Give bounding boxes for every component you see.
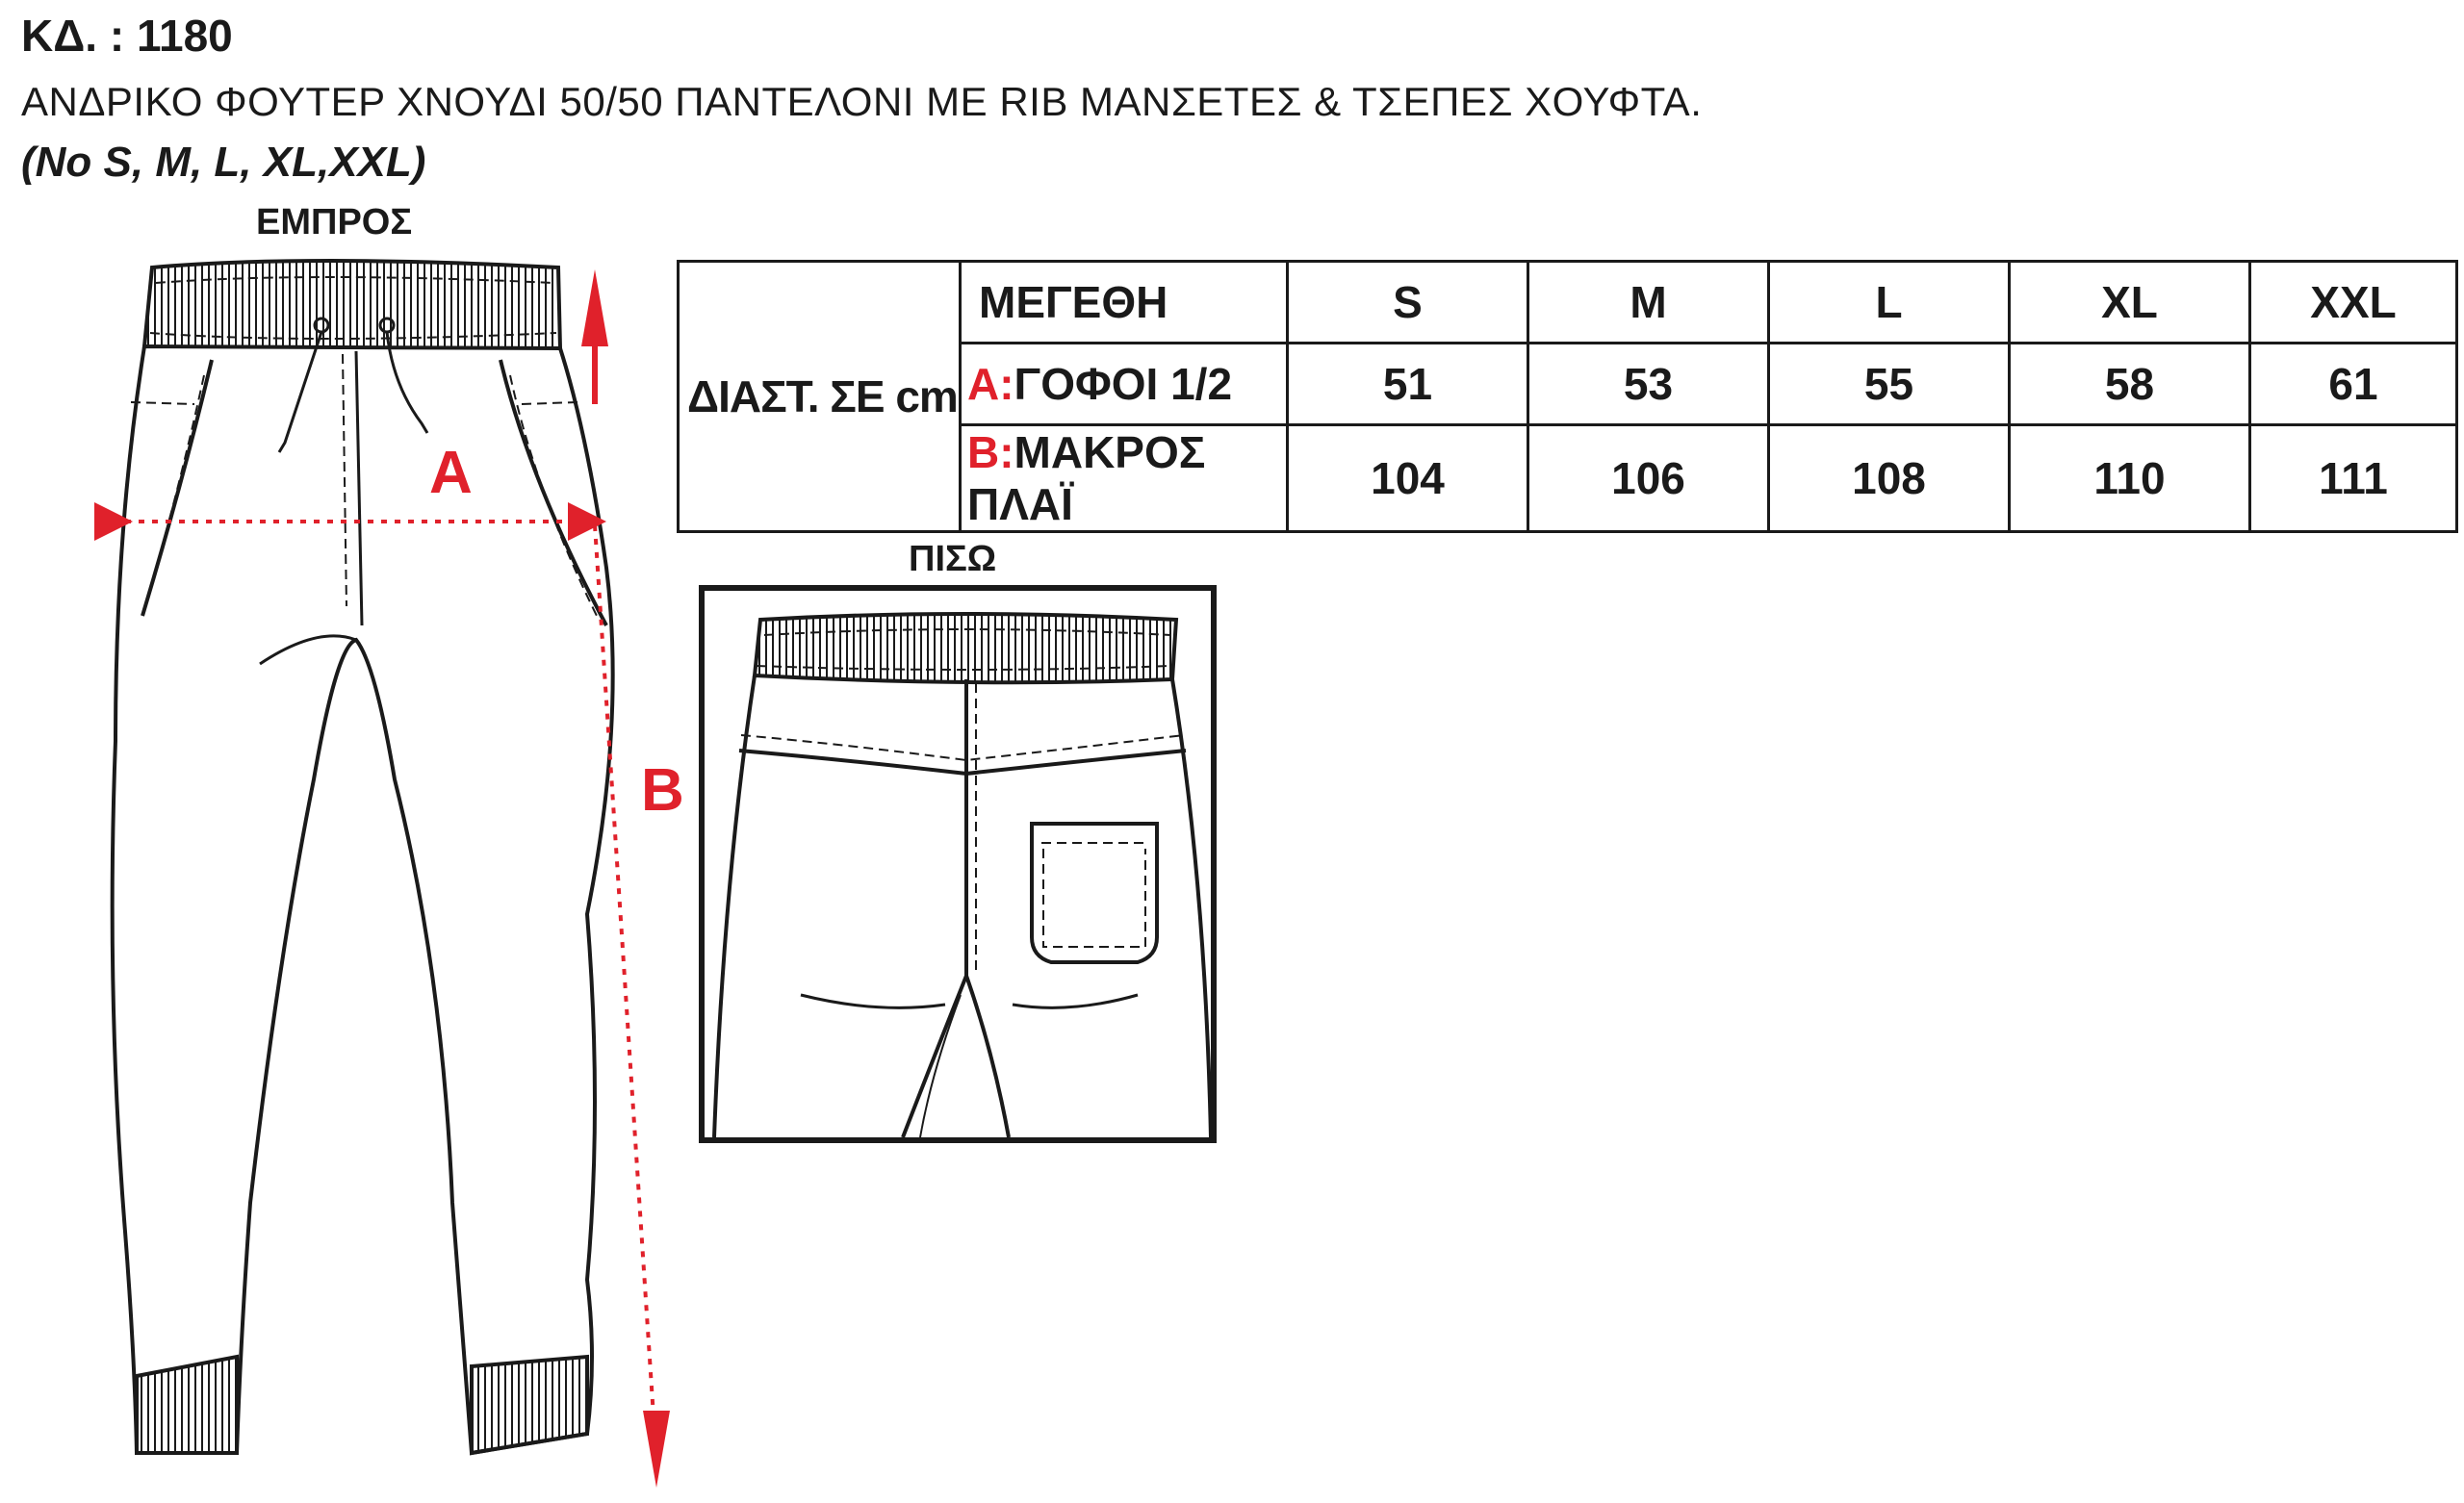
front-right-cuff — [472, 1357, 587, 1453]
size-table — [677, 260, 2458, 533]
cell-a-l: 55 — [1769, 344, 2010, 425]
back-view-frame — [699, 585, 1217, 1143]
row-name-a: ΓΟΦΟΙ 1/2 — [1014, 359, 1233, 409]
row-label-a — [961, 344, 1288, 425]
arrow-b-top — [581, 269, 608, 346]
back-waistband — [755, 614, 1176, 682]
cell-b-l: 108 — [1769, 425, 2010, 532]
measure-label-b: B — [641, 757, 684, 824]
sizes-note: (No S, M, L, XL,XXL) — [21, 139, 426, 186]
row-label-b — [961, 425, 1288, 532]
cell-b-xxl: 111 — [2250, 425, 2457, 532]
cell-a-s: 51 — [1288, 344, 1528, 425]
size-header-row — [679, 262, 2457, 344]
cell-b-s: 104 — [1288, 425, 1528, 532]
size-col-l: L — [1769, 262, 2010, 344]
front-pants-outline — [113, 346, 613, 1453]
front-pants-drawing — [87, 241, 703, 1491]
front-waistband — [144, 261, 560, 355]
sizes-header: ΜΕΓΕΘΗ — [961, 262, 1288, 344]
cell-a-xl: 58 — [2010, 344, 2250, 425]
size-col-m: M — [1528, 262, 1769, 344]
dimension-header: ΔΙΑΣΤ. ΣΕ cm — [679, 262, 961, 532]
size-col-s: S — [1288, 262, 1528, 344]
measure-label-a: A — [429, 440, 473, 506]
cell-b-m: 106 — [1528, 425, 1769, 532]
front-left-cuff — [137, 1357, 237, 1453]
cell-a-xxl: 61 — [2250, 344, 2457, 425]
size-col-xl: XL — [2010, 262, 2250, 344]
back-pocket — [1032, 824, 1157, 962]
back-view-label: ΠΙΣΩ — [909, 539, 997, 579]
row-key-a: A: — [967, 359, 1014, 409]
row-name-b: ΜΑΚΡΟΣ ΠΛΑΪ — [967, 427, 1206, 529]
size-col-xxl: XXL — [2250, 262, 2457, 344]
cell-a-m: 53 — [1528, 344, 1769, 425]
back-pants-drawing — [705, 591, 1211, 1137]
front-view-label: ΕΜΠΡΟΣ — [256, 202, 413, 242]
product-code: ΚΔ. : 1180 — [21, 11, 233, 61]
product-description: ΑΝΔΡΙΚΟ ΦΟΥΤΕΡ ΧΝΟΥΔΙ 50/50 ΠΑΝΤΕΛΟΝΙ ΜΕ RIB ΜΑΝΣΕΤΕΣ & ΤΣΕΠΕΣ ΧΟΥΦΤΑ. — [21, 79, 1703, 124]
cell-b-xl: 110 — [2010, 425, 2250, 532]
row-key-b: B: — [967, 427, 1014, 477]
arrow-b-bottom — [643, 1411, 670, 1488]
